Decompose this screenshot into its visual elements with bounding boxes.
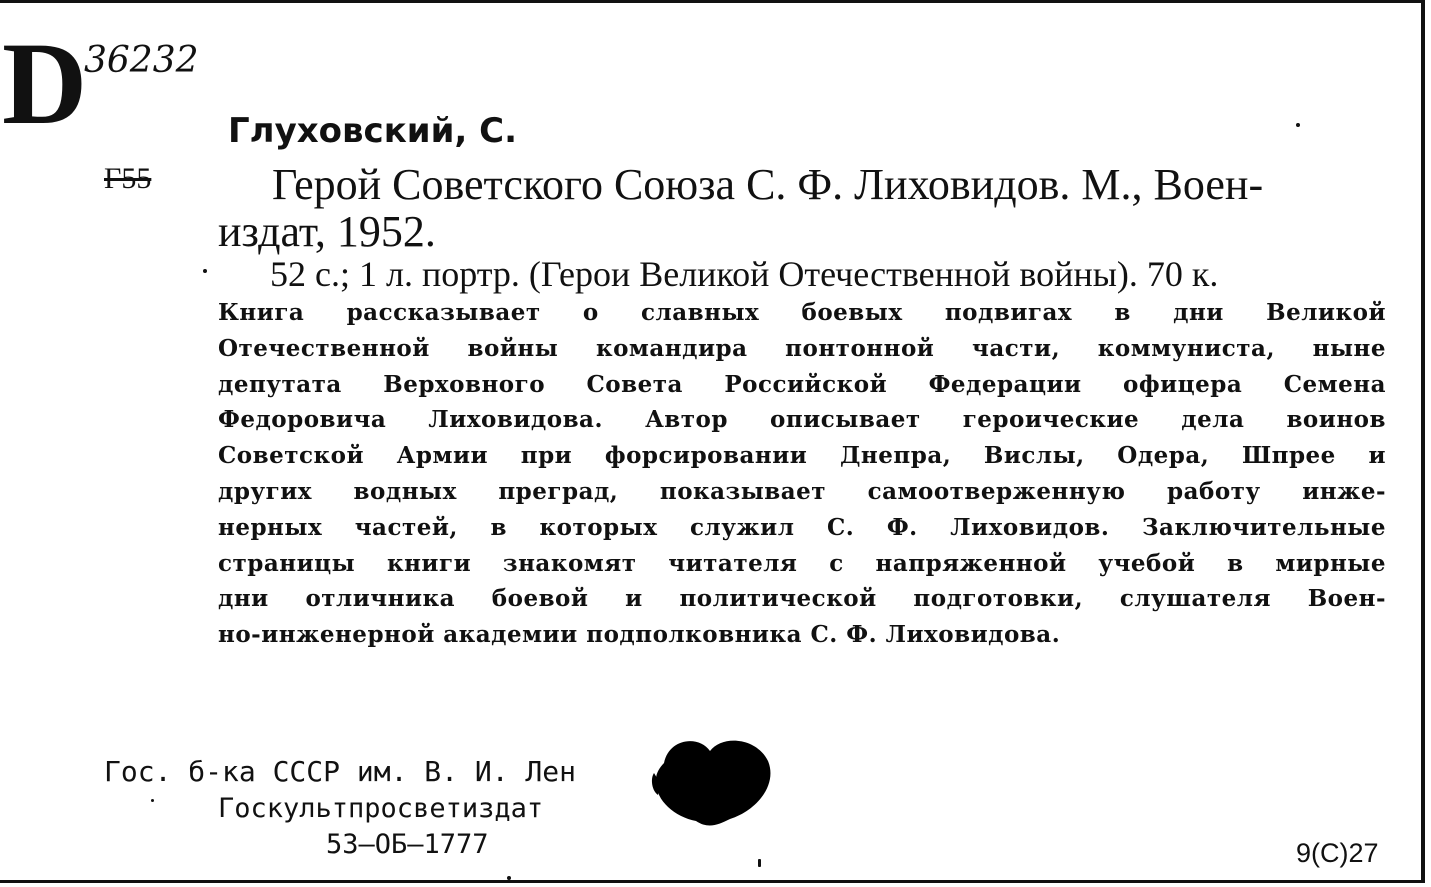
- annotation-line: нерных частей, в которых служил С. Ф. Лиховидов. Заключительные: [218, 513, 1386, 541]
- annotation-line: других водных преград, показывает самоотверженную работу инже-: [218, 477, 1386, 505]
- annotation-line: депутата Верховного Совета Российской Федерации офицера Семена: [218, 370, 1386, 398]
- annotation-line: дни отличника боевой и политической подготовки, слушателя Воен-: [218, 585, 1386, 613]
- annotation-line: Советской Армии при форсировании Днепра, Вислы, Одера, Шпрее и: [218, 442, 1386, 470]
- dust-speck: [1296, 123, 1300, 127]
- dust-speck: [758, 859, 761, 867]
- dust-speck: [203, 269, 207, 273]
- library-imprint: Гос. б-ка СССР им. В. И. Лен: [104, 755, 577, 788]
- annotation-line: Федоровича Лиховидова. Автор описывает героические дела воинов: [218, 406, 1386, 434]
- dust-speck: [151, 799, 154, 802]
- publisher-imprint: Госкультпросветиздат: [218, 793, 544, 824]
- title-line-1: Герой Советского Союза С. Ф. Лиховидов. М., Воен-: [272, 160, 1264, 209]
- collation: 52 с.; 1 л. портр. (Герои Великой Отечественной войны). 70 к.: [270, 254, 1219, 294]
- order-number: 53—ОБ—1777: [326, 829, 489, 860]
- title-line-2: издат, 1952.: [218, 207, 436, 256]
- annotation-line: Отечественной войны командира понтонной части, коммуниста, ныне: [218, 334, 1386, 362]
- ink-blot: [644, 733, 776, 833]
- annotation-line: страницы книги знакомят читателя с напряженной учебой в мирные: [218, 549, 1386, 577]
- dust-speck: [507, 876, 511, 880]
- author-heading: Глуховский, С.: [228, 111, 518, 151]
- annotation-line: но-инженерной академии подполковника С. Ф. Лиховидова.: [218, 621, 1061, 649]
- classification-number: 9(С)27: [1296, 838, 1379, 868]
- call-letter: D: [2, 18, 86, 149]
- shelf-mark: Г55: [104, 162, 152, 195]
- call-number: 36232: [84, 40, 199, 81]
- annotation: [218, 295, 1386, 653]
- annotation-line: Книга рассказывает о славных боевых подвигах в дни Великой: [218, 299, 1386, 326]
